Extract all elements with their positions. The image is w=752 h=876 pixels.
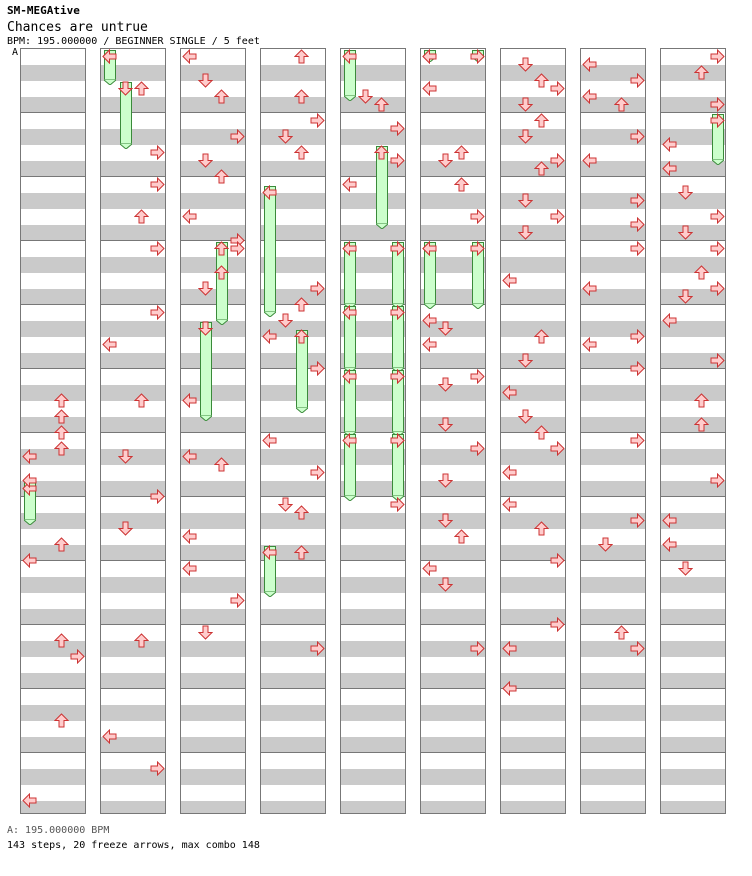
down-arrow xyxy=(438,377,453,392)
up-arrow xyxy=(54,537,69,552)
right-arrow xyxy=(550,209,565,224)
down-arrow xyxy=(278,313,293,328)
up-arrow xyxy=(534,73,549,88)
freeze-tail xyxy=(344,95,356,101)
left-arrow xyxy=(662,513,677,528)
up-arrow xyxy=(54,713,69,728)
up-arrow xyxy=(534,329,549,344)
down-arrow xyxy=(118,449,133,464)
down-arrow xyxy=(518,57,533,72)
down-arrow xyxy=(518,225,533,240)
up-arrow xyxy=(534,113,549,128)
right-arrow xyxy=(710,353,725,368)
chart-column xyxy=(580,48,646,814)
left-arrow xyxy=(662,313,677,328)
song-title: Chances are untrue xyxy=(7,20,148,35)
freeze-head-arrow xyxy=(374,145,389,160)
freeze-head-arrow xyxy=(342,305,357,320)
right-arrow xyxy=(390,369,405,384)
left-arrow xyxy=(502,497,517,512)
freeze-arrow xyxy=(264,186,276,311)
freeze-tail xyxy=(104,79,116,85)
right-arrow xyxy=(630,641,645,656)
left-arrow xyxy=(422,49,437,64)
freeze-head-arrow xyxy=(342,369,357,384)
freeze-tail xyxy=(424,303,436,309)
right-arrow xyxy=(710,49,725,64)
left-arrow xyxy=(22,473,37,488)
freeze-tail xyxy=(120,143,132,149)
freeze-head-arrow xyxy=(342,433,357,448)
right-arrow xyxy=(470,209,485,224)
right-arrow xyxy=(630,329,645,344)
footer-stats: 143 steps, 20 freeze arrows, max combo 148 xyxy=(7,840,260,851)
up-arrow xyxy=(294,89,309,104)
down-arrow xyxy=(438,417,453,432)
bpm-change-marker: A xyxy=(12,47,19,58)
left-arrow xyxy=(582,57,597,72)
down-arrow xyxy=(518,129,533,144)
right-arrow xyxy=(70,649,85,664)
down-arrow xyxy=(678,289,693,304)
freeze-tail xyxy=(296,407,308,413)
chart-column xyxy=(260,48,326,814)
up-arrow xyxy=(294,145,309,160)
right-arrow xyxy=(550,153,565,168)
footer-bpm: A: 195.000000 BPM xyxy=(7,825,110,836)
left-arrow xyxy=(22,793,37,808)
right-arrow xyxy=(550,617,565,632)
song-info: BPM: 195.000000 / BEGINNER SINGLE / 5 feet xyxy=(7,36,260,47)
freeze-tail xyxy=(376,223,388,229)
freeze-head-arrow xyxy=(262,545,277,560)
chart-column xyxy=(340,48,406,814)
right-arrow xyxy=(470,641,485,656)
left-arrow xyxy=(422,561,437,576)
chart-column xyxy=(500,48,566,814)
up-arrow xyxy=(214,169,229,184)
up-arrow xyxy=(534,161,549,176)
down-arrow xyxy=(358,89,373,104)
down-arrow xyxy=(118,521,133,536)
down-arrow xyxy=(438,473,453,488)
down-arrow xyxy=(678,561,693,576)
left-arrow xyxy=(182,529,197,544)
up-arrow xyxy=(694,65,709,80)
left-arrow xyxy=(102,49,117,64)
up-arrow xyxy=(614,625,629,640)
right-arrow xyxy=(150,241,165,256)
right-arrow xyxy=(390,241,405,256)
freeze-tail xyxy=(24,519,36,525)
right-arrow xyxy=(310,281,325,296)
freeze-head-arrow xyxy=(470,49,485,64)
down-arrow xyxy=(518,353,533,368)
left-arrow xyxy=(182,393,197,408)
up-arrow xyxy=(134,633,149,648)
right-arrow xyxy=(390,497,405,512)
up-arrow xyxy=(294,545,309,560)
right-arrow xyxy=(230,129,245,144)
up-arrow xyxy=(54,393,69,408)
left-arrow xyxy=(22,553,37,568)
left-arrow xyxy=(582,89,597,104)
right-arrow xyxy=(710,281,725,296)
up-arrow xyxy=(694,265,709,280)
freeze-tail xyxy=(712,159,724,165)
freeze-tail xyxy=(264,591,276,597)
left-arrow xyxy=(102,337,117,352)
chart-column xyxy=(20,48,86,814)
freeze-head-arrow xyxy=(470,241,485,256)
left-arrow xyxy=(182,209,197,224)
freeze-head-arrow xyxy=(710,113,725,128)
right-arrow xyxy=(230,593,245,608)
up-arrow xyxy=(134,81,149,96)
left-arrow xyxy=(262,433,277,448)
up-arrow xyxy=(134,209,149,224)
left-arrow xyxy=(182,449,197,464)
left-arrow xyxy=(502,641,517,656)
up-arrow xyxy=(454,177,469,192)
left-arrow xyxy=(582,281,597,296)
left-arrow xyxy=(422,81,437,96)
up-arrow xyxy=(694,393,709,408)
right-arrow xyxy=(630,217,645,232)
left-arrow xyxy=(422,313,437,328)
left-arrow xyxy=(502,681,517,696)
left-arrow xyxy=(22,449,37,464)
right-arrow xyxy=(630,193,645,208)
right-arrow xyxy=(150,761,165,776)
left-arrow xyxy=(582,337,597,352)
down-arrow xyxy=(278,129,293,144)
up-arrow xyxy=(294,49,309,64)
right-arrow xyxy=(390,153,405,168)
freeze-tail xyxy=(344,495,356,501)
left-arrow xyxy=(502,465,517,480)
freeze-head-arrow xyxy=(342,241,357,256)
right-arrow xyxy=(150,145,165,160)
right-arrow xyxy=(630,361,645,376)
right-arrow xyxy=(630,241,645,256)
right-arrow xyxy=(390,121,405,136)
down-arrow xyxy=(598,537,613,552)
right-arrow xyxy=(710,97,725,112)
right-arrow xyxy=(630,73,645,88)
down-arrow xyxy=(518,409,533,424)
right-arrow xyxy=(710,209,725,224)
right-arrow xyxy=(710,241,725,256)
right-arrow xyxy=(630,433,645,448)
down-arrow xyxy=(438,577,453,592)
down-arrow xyxy=(518,193,533,208)
right-arrow xyxy=(550,81,565,96)
freeze-head-arrow xyxy=(198,321,213,336)
left-arrow xyxy=(342,177,357,192)
down-arrow xyxy=(438,153,453,168)
down-arrow xyxy=(678,185,693,200)
down-arrow xyxy=(278,497,293,512)
right-arrow xyxy=(310,465,325,480)
chart-column xyxy=(100,48,166,814)
right-arrow xyxy=(310,113,325,128)
freeze-head-arrow xyxy=(214,241,229,256)
right-arrow xyxy=(390,433,405,448)
right-arrow xyxy=(310,361,325,376)
chart-column xyxy=(420,48,486,814)
freeze-tail xyxy=(200,415,212,421)
freeze-head-arrow xyxy=(294,329,309,344)
down-arrow xyxy=(198,281,213,296)
up-arrow xyxy=(694,417,709,432)
left-arrow xyxy=(182,561,197,576)
down-arrow xyxy=(678,225,693,240)
right-arrow xyxy=(390,305,405,320)
up-arrow xyxy=(54,425,69,440)
down-arrow xyxy=(198,625,213,640)
right-arrow xyxy=(710,473,725,488)
up-arrow xyxy=(374,97,389,112)
up-arrow xyxy=(454,145,469,160)
right-arrow xyxy=(550,553,565,568)
right-arrow xyxy=(310,641,325,656)
left-arrow xyxy=(262,329,277,344)
left-arrow xyxy=(502,385,517,400)
left-arrow xyxy=(102,729,117,744)
up-arrow xyxy=(454,529,469,544)
down-arrow xyxy=(438,513,453,528)
right-arrow xyxy=(630,513,645,528)
right-arrow xyxy=(630,129,645,144)
chart-column xyxy=(180,48,246,814)
left-arrow xyxy=(422,241,437,256)
left-arrow xyxy=(502,273,517,288)
left-arrow xyxy=(182,49,197,64)
right-arrow xyxy=(150,305,165,320)
down-arrow xyxy=(518,97,533,112)
left-arrow xyxy=(662,537,677,552)
right-arrow xyxy=(470,441,485,456)
left-arrow xyxy=(662,137,677,152)
left-arrow xyxy=(422,337,437,352)
right-arrow xyxy=(470,369,485,384)
right-arrow xyxy=(150,177,165,192)
left-arrow xyxy=(582,153,597,168)
site-title: SM-MEGAtive xyxy=(7,4,80,17)
up-arrow xyxy=(214,457,229,472)
up-arrow xyxy=(134,393,149,408)
up-arrow xyxy=(214,89,229,104)
up-arrow xyxy=(534,425,549,440)
freeze-tail xyxy=(264,311,276,317)
up-arrow xyxy=(294,297,309,312)
right-arrow xyxy=(550,441,565,456)
down-arrow xyxy=(198,73,213,88)
left-arrow xyxy=(662,161,677,176)
freeze-tail xyxy=(472,303,484,309)
up-arrow xyxy=(294,505,309,520)
freeze-head-arrow xyxy=(118,81,133,96)
freeze-tail xyxy=(216,319,228,325)
chart-column xyxy=(660,48,726,814)
up-arrow xyxy=(54,633,69,648)
up-arrow xyxy=(214,265,229,280)
up-arrow xyxy=(54,409,69,424)
down-arrow xyxy=(198,153,213,168)
up-arrow xyxy=(54,441,69,456)
right-arrow xyxy=(150,489,165,504)
freeze-head-arrow xyxy=(342,49,357,64)
freeze-head-arrow xyxy=(262,185,277,200)
up-arrow xyxy=(534,521,549,536)
up-arrow xyxy=(614,97,629,112)
down-arrow xyxy=(438,321,453,336)
right-arrow xyxy=(230,241,245,256)
